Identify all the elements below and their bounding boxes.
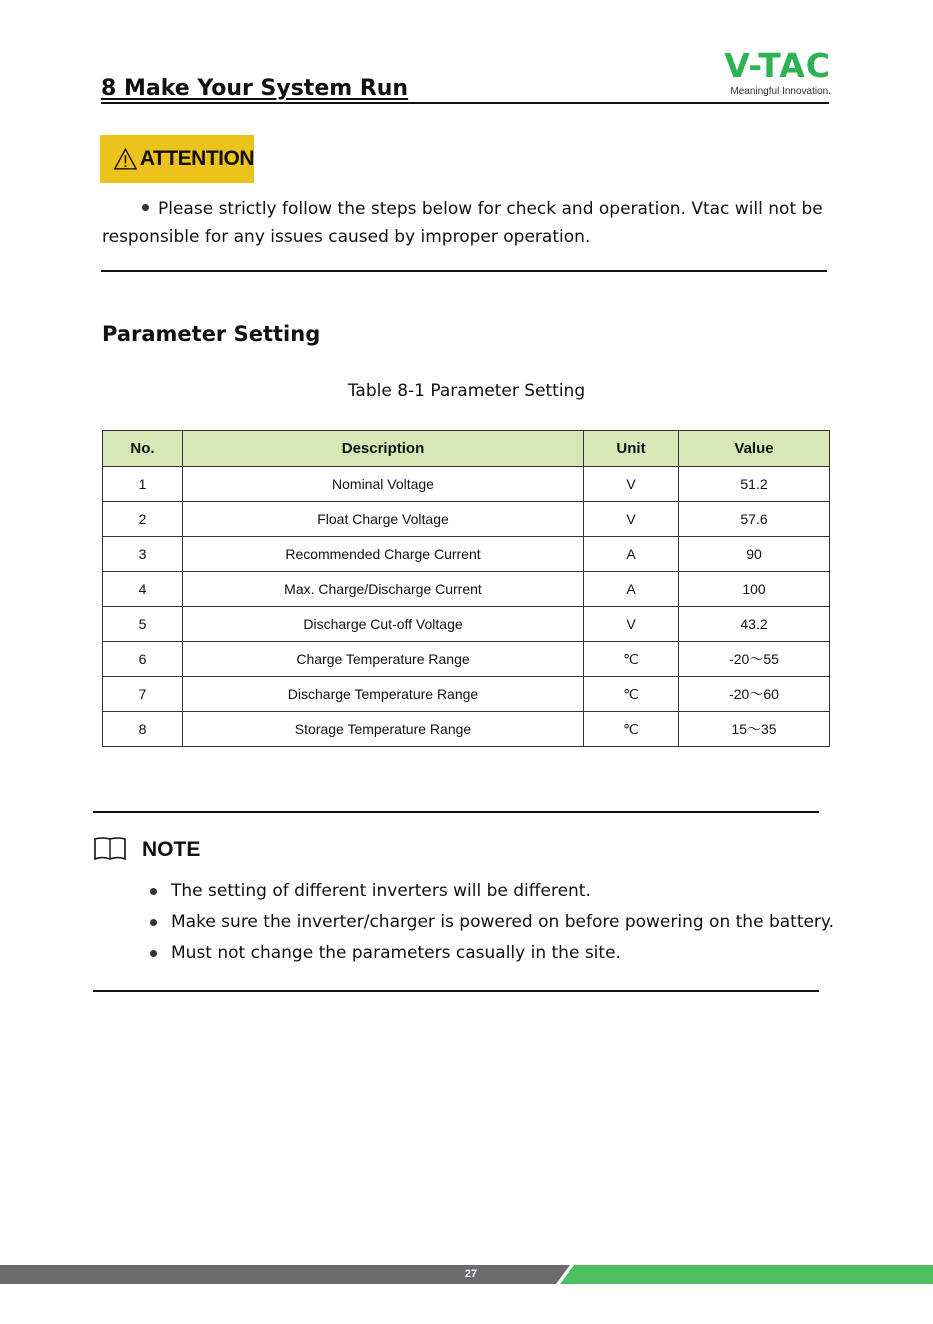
- cell-no: 6: [103, 642, 183, 677]
- divider: [101, 270, 827, 272]
- logo-tagline: Meaningful Innovation.: [730, 86, 831, 97]
- note-item-text: Must not change the parameters casually in the site.: [171, 943, 621, 963]
- cell-description: Charge Temperature Range: [183, 642, 584, 677]
- header-value: Value: [679, 431, 830, 467]
- table-row: [103, 607, 830, 642]
- list-item: [150, 876, 834, 907]
- cell-description: Storage Temperature Range: [183, 712, 584, 747]
- cell-description: Recommended Charge Current: [183, 537, 584, 572]
- attention-text: [102, 195, 832, 251]
- cell-unit: A: [584, 572, 679, 607]
- cell-description: Discharge Cut-off Voltage: [183, 607, 584, 642]
- cell-no: 8: [103, 712, 183, 747]
- cell-description: Float Charge Voltage: [183, 502, 584, 537]
- cell-no: 7: [103, 677, 183, 712]
- attention-banner: [100, 135, 254, 183]
- cell-value: 43.2: [679, 607, 830, 642]
- cell-no: 5: [103, 607, 183, 642]
- divider: [93, 990, 819, 992]
- section-title: Parameter Setting: [102, 322, 321, 346]
- cell-value: 15～35: [679, 712, 830, 747]
- table-row: [103, 502, 830, 537]
- page-title: 8 Make Your System Run: [101, 76, 409, 101]
- table-header-row: [103, 431, 830, 467]
- divider: [93, 811, 819, 813]
- cell-unit: V: [584, 467, 679, 502]
- header-rule: [101, 102, 829, 104]
- logo-wordmark: V-TAC: [724, 46, 831, 85]
- book-icon: [93, 836, 127, 862]
- note-item-text: The setting of different inverters will be different.: [171, 881, 591, 901]
- cell-description: Nominal Voltage: [183, 467, 584, 502]
- cell-unit: ℃: [584, 642, 679, 677]
- cell-value: 90: [679, 537, 830, 572]
- page-number: 27: [464, 1268, 478, 1280]
- cell-no: 3: [103, 537, 183, 572]
- cell-no: 2: [103, 502, 183, 537]
- cell-unit: V: [584, 502, 679, 537]
- parameter-table: [102, 430, 830, 747]
- cell-unit: ℃: [584, 677, 679, 712]
- bullet-icon: [142, 204, 149, 211]
- note-list: [150, 876, 834, 969]
- bullet-icon: [150, 950, 157, 957]
- cell-no: 4: [103, 572, 183, 607]
- cell-value: 100: [679, 572, 830, 607]
- warning-triangle-icon: [113, 146, 138, 172]
- table-caption: Table 8-1 Parameter Setting: [347, 381, 586, 401]
- cell-unit: ℃: [584, 712, 679, 747]
- cell-unit: V: [584, 607, 679, 642]
- list-item: [150, 938, 834, 969]
- cell-description: Discharge Temperature Range: [183, 677, 584, 712]
- header-unit: Unit: [584, 431, 679, 467]
- vtac-logo: [681, 48, 831, 100]
- table-row: [103, 572, 830, 607]
- bullet-icon: [150, 888, 157, 895]
- cell-no: 1: [103, 467, 183, 502]
- table-row: [103, 642, 830, 677]
- table-row: [103, 712, 830, 747]
- table-row: [103, 467, 830, 502]
- note-item-text: Make sure the inverter/charger is powered on before powering on the battery.: [171, 912, 834, 932]
- header-no: No.: [103, 431, 183, 467]
- list-item: [150, 907, 834, 938]
- cell-value: 57.6: [679, 502, 830, 537]
- attention-text-content: Please strictly follow the steps below for check and operation. Vtac will not be responsible for any issues caused by improper operation.: [102, 199, 823, 247]
- table-row: [103, 537, 830, 572]
- attention-label: ATTENTION: [139, 147, 254, 170]
- header-description: Description: [183, 431, 584, 467]
- cell-description: Max. Charge/Discharge Current: [183, 572, 584, 607]
- bullet-icon: [150, 919, 157, 926]
- cell-value: -20～55: [679, 642, 830, 677]
- note-label: NOTE: [142, 838, 201, 861]
- cell-value: 51.2: [679, 467, 830, 502]
- cell-unit: A: [584, 537, 679, 572]
- cell-value: -20～60: [679, 677, 830, 712]
- table-row: [103, 677, 830, 712]
